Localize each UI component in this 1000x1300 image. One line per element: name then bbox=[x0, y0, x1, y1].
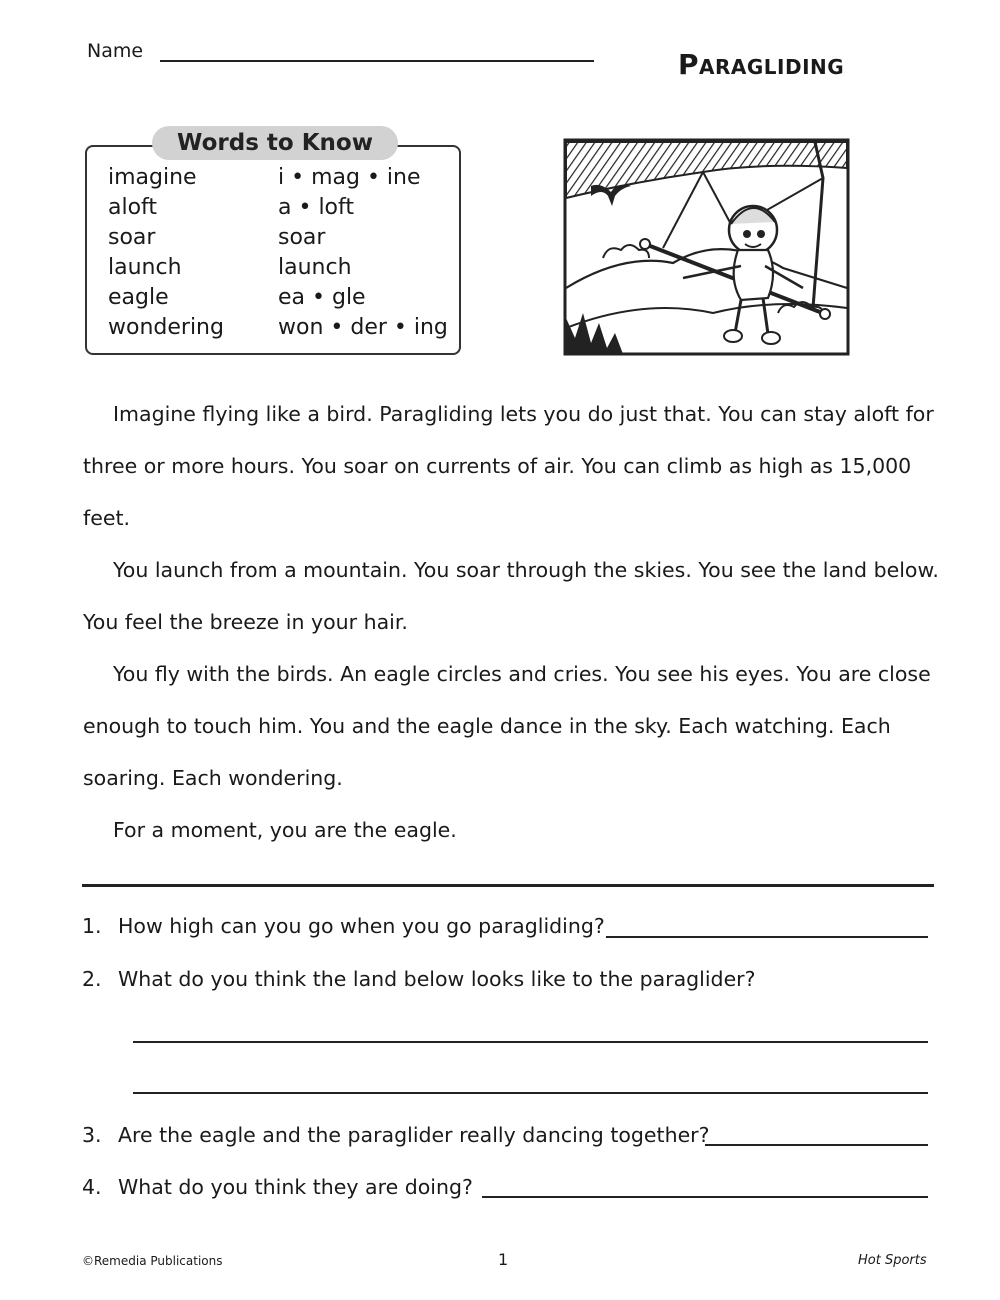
vocab-word: imagine bbox=[108, 165, 197, 190]
question-3 bbox=[82, 1123, 710, 1147]
vocab-word: eagle bbox=[108, 285, 169, 310]
passage-paragraph: You launch from a mountain. You soar through the skies. You see the land below. You feel the breeze in your hair. bbox=[83, 558, 939, 634]
question-number: 3. bbox=[82, 1123, 102, 1147]
name-label: Name bbox=[87, 40, 144, 62]
question-text: How high can you go when you go paragliding? bbox=[118, 914, 605, 938]
footer-book-title: Hot Sports bbox=[858, 1253, 927, 1268]
question-1 bbox=[82, 914, 605, 938]
name-field-line[interactable] bbox=[160, 60, 594, 62]
question-2 bbox=[82, 967, 756, 991]
vocab-word: launch bbox=[108, 255, 182, 280]
vocab-word: wondering bbox=[108, 315, 224, 340]
section-divider bbox=[82, 884, 934, 887]
vocab-word: soar bbox=[108, 225, 156, 250]
vocab-syllables: won • der • ing bbox=[278, 315, 448, 340]
answer-line-4[interactable] bbox=[482, 1196, 928, 1198]
question-number: 4. bbox=[82, 1175, 102, 1199]
answer-line-1[interactable] bbox=[606, 936, 928, 938]
vocab-syllables: a • loft bbox=[278, 195, 355, 220]
question-number: 1. bbox=[82, 914, 102, 938]
vocab-word: aloft bbox=[108, 195, 158, 220]
passage-paragraph: For a moment, you are the eagle. bbox=[113, 818, 457, 842]
question-4 bbox=[82, 1175, 473, 1199]
passage-paragraph: Imagine flying like a bird. Paragliding lets you do just that. You can stay aloft for three or more hours. You soar on currents of air. You can climb as high as 15,000 feet. bbox=[83, 402, 934, 530]
question-number: 2. bbox=[82, 967, 102, 991]
page-title: Paragliding bbox=[678, 48, 845, 81]
answer-line-2b[interactable] bbox=[133, 1092, 928, 1094]
passage-paragraph: You fly with the birds. An eagle circles and cries. You see his eyes. You are close enough to touch him. You and the eagle dance in the sky. Each watching. Each soaring. Each wondering. bbox=[83, 662, 931, 790]
words-to-know-heading: Words to Know bbox=[152, 126, 398, 160]
vocab-syllables: i • mag • ine bbox=[278, 165, 421, 190]
answer-line-3[interactable] bbox=[705, 1144, 928, 1146]
vocab-syllables: soar bbox=[278, 225, 326, 250]
footer-publisher: ©Remedia Publications bbox=[82, 1254, 223, 1268]
vocab-syllables: ea • gle bbox=[278, 285, 366, 310]
question-text: What do you think they are doing? bbox=[118, 1175, 473, 1199]
paraglider-illustration-icon bbox=[563, 138, 850, 356]
question-text: What do you think the land below looks like to the paraglider? bbox=[118, 967, 756, 991]
question-text: Are the eagle and the paraglider really dancing together? bbox=[118, 1123, 710, 1147]
answer-line-2a[interactable] bbox=[133, 1041, 928, 1043]
footer-page-number: 1 bbox=[498, 1250, 509, 1269]
vocab-syllables: launch bbox=[278, 255, 352, 280]
